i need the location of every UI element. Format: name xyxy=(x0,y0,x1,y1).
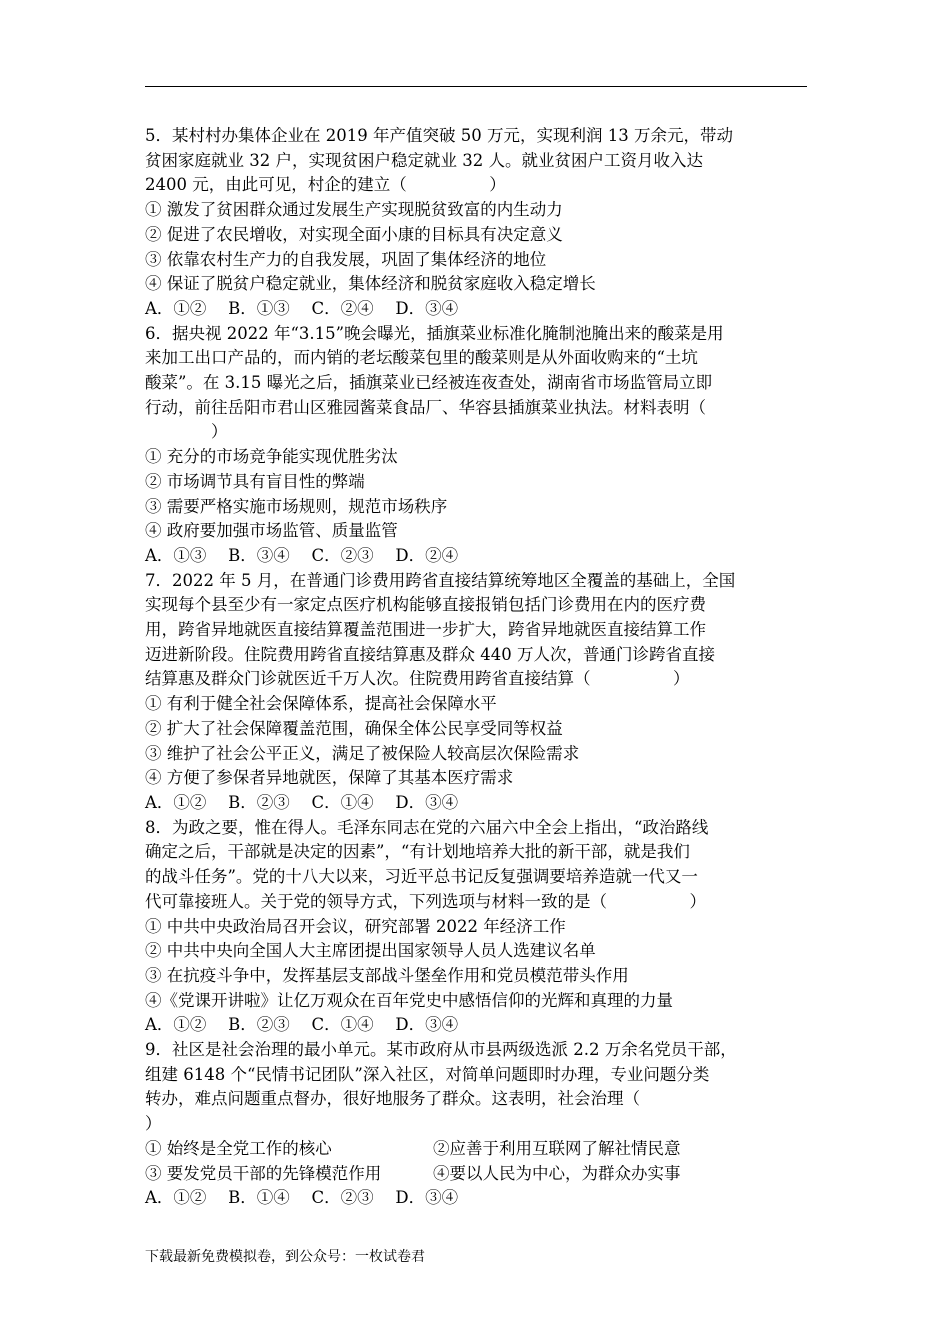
question-stem-line: 贫困家庭就业 32 户，实现贫困户稳定就业 32 人。就业贫困户工资月收入达 xyxy=(145,150,703,170)
statement-item: ③ 要发党员干部的先锋模范作用 xyxy=(145,1163,382,1183)
question-stem-line: 的战斗任务”。党的十八大以来，习近平总书记反复强调要培养造就一代又一 xyxy=(145,867,698,887)
question-stem-line: 7．2022 年 5 月，在普通门诊费用跨省直接结算统筹地区全覆盖的基础上，全国 xyxy=(145,570,736,590)
statement-item: ① 激发了贫困群众通过发展生产实现脱贫致富的内生动力 xyxy=(145,200,563,220)
question-stem-line: 迈进新阶段。住院费用跨省直接结算惠及群众 440 万人次，普通门诊跨省直接 xyxy=(145,644,715,664)
statement-item: ④ 保证了脱贫户稳定就业，集体经济和脱贫家庭收入稳定增长 xyxy=(145,274,596,294)
question-6 xyxy=(145,322,810,569)
footer-note: 下载最新免费模拟卷，到公众号：一枚试卷君 xyxy=(145,1249,425,1265)
statement-item: ③ 维护了社会公平正义，满足了被保险人较高层次保险需求 xyxy=(145,743,580,763)
question-stem-line: 行动，前往岳阳市君山区雅园酱菜食品厂、华容县插旗菜业执法。材料表明（ xyxy=(145,397,706,417)
question-stem-line: 6．据央视 2022 年“3.15”晚会曝光，插旗菜业标准化腌制池腌出来的酸菜是用 xyxy=(145,323,724,343)
question-9 xyxy=(145,1038,810,1211)
question-5 xyxy=(145,124,810,322)
answer-options: A．①② B．②③ C．①④ D．③④ xyxy=(145,792,459,812)
question-stem-line: 9．社区是社会治理的最小单元。某市政府从市县两级选派 2.2 万余名党员干部， xyxy=(145,1040,737,1060)
question-stem-line: 酸菜”。在 3.15 曝光之后，插旗菜业已经被连夜查处，湖南省市场监管局立即 xyxy=(145,373,713,393)
statement-item: ① 充分的市场竞争能实现优胜劣汰 xyxy=(145,447,398,467)
statement-item: ② 促进了农民增收，对实现全面小康的目标具有决定意义 xyxy=(145,224,563,244)
statement-item: ② 扩大了社会保障覆盖范围，确保全体公民享受同等权益 xyxy=(145,718,563,738)
statement-row xyxy=(145,1162,810,1187)
answer-options: A．①③ B．③④ C．②③ D．②④ xyxy=(145,545,459,565)
question-8 xyxy=(145,816,810,1038)
answer-options: A．①② B．①③ C．②④ D．③④ xyxy=(145,298,459,318)
statement-item: ③ 依靠农村生产力的自我发展，巩固了集体经济的地位 xyxy=(145,249,547,269)
question-stem-line: 5．某村村办集体企业在 2019 年产值突破 50 万元，实现利润 13 万余元，带动 xyxy=(145,126,733,145)
statement-row xyxy=(145,1137,810,1162)
question-list xyxy=(145,124,810,1211)
question-stem-line: 结算惠及群众门诊就医近千万人次。住院费用跨省直接结算（ ） xyxy=(145,669,690,689)
statement-item: ① 中共中央政治局召开会议，研究部署 2022 年经济工作 xyxy=(145,916,566,936)
answer-options: A．①② B．①④ C．②③ D．③④ xyxy=(145,1188,459,1208)
statement-item: ② 中共中央向全国人大主席团提出国家领导人员人选建议名单 xyxy=(145,941,596,961)
question-7 xyxy=(145,569,810,816)
statement-item: ④ 政府要加强市场监管、质量监管 xyxy=(145,521,398,541)
question-stem-line: 代可靠接班人。关于党的领导方式，下列选项与材料一致的是（ ） xyxy=(145,891,706,911)
question-stem-line: 来加工出口产品的，而内销的老坛酸菜包里的酸菜则是从外面收购来的“土坑 xyxy=(145,348,698,368)
question-stem-line: 转办，难点问题重点督办，很好地服务了群众。这表明，社会治理（ xyxy=(145,1089,640,1109)
question-stem-line: ） xyxy=(145,422,228,442)
question-stem-line: 2400 元，由此可见，村企的建立（ ） xyxy=(145,175,506,195)
question-stem-line: 8．为政之要，惟在得人。毛泽东同志在党的六届六中全会上指出，“政治路线 xyxy=(145,817,709,837)
statement-item: ④要以人民为中心，为群众办实事 xyxy=(433,1163,681,1183)
statement-item: ① 始终是全党工作的核心 xyxy=(145,1138,332,1158)
question-stem-line: 实现每个县至少有一家定点医疗机构能够直接报销包括门诊费用在内的医疗费 xyxy=(145,595,706,615)
statement-item: ④《党课开讲啦》让亿万观众在百年党史中感悟信仰的光辉和真理的力量 xyxy=(145,990,673,1010)
statement-item: ① 有利于健全社会保障体系，提高社会保障水平 xyxy=(145,694,497,714)
statement-item: ③ 在抗疫斗争中，发挥基层支部战斗堡垒作用和党员模范带头作用 xyxy=(145,965,629,985)
question-stem-line: 用，跨省异地就医直接结算覆盖范围进一步扩大，跨省异地就医直接结算工作 xyxy=(145,620,706,640)
statement-item: ② 市场调节具有盲目性的弊端 xyxy=(145,471,365,491)
question-stem-line: 确定之后，干部就是决定的因素”，“有计划地培养大批的新干部，就是我们 xyxy=(145,842,690,862)
answer-options: A．①② B．②③ C．①④ D．③④ xyxy=(145,1015,459,1035)
header-rule xyxy=(145,86,807,87)
statement-item: ④ 方便了参保者异地就医，保障了其基本医疗需求 xyxy=(145,768,514,788)
question-stem-line: ） xyxy=(145,1114,162,1134)
question-stem-line: 组建 6148 个“民情书记团队”深入社区，对简单问题即时办理，专业问题分类 xyxy=(145,1064,710,1084)
statement-item: ③ 需要严格实施市场规则，规范市场秩序 xyxy=(145,496,448,516)
statement-item: ②应善于利用互联网了解社情民意 xyxy=(433,1138,681,1158)
